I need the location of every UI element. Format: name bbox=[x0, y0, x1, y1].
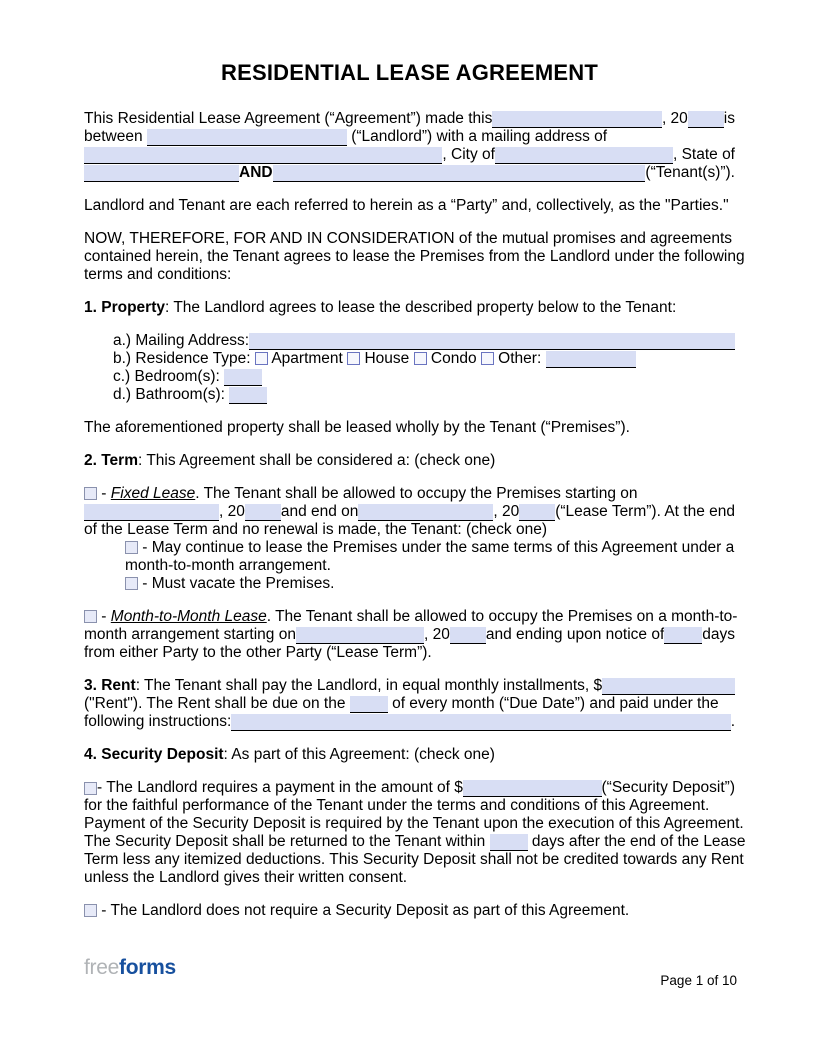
mailing-address-label: a.) Mailing Address: bbox=[113, 332, 250, 349]
text-segment: - The Landlord requires a payment in the amount of $ bbox=[97, 779, 463, 796]
text-segment: terms and conditions: bbox=[84, 266, 232, 283]
text-segment: . The Tenant shall be allowed to occupy the Premises starting on bbox=[195, 485, 638, 502]
house-checkbox[interactable] bbox=[347, 352, 360, 365]
text-segment: ("Rent"). The Rent shall be due on the bbox=[84, 695, 350, 712]
property-mailing-address-field[interactable] bbox=[249, 333, 735, 351]
text-segment: - bbox=[97, 485, 111, 502]
condo-option-label: Condo bbox=[426, 350, 481, 367]
section-term-heading bbox=[84, 452, 735, 470]
text-segment: and ending upon notice of bbox=[485, 626, 665, 643]
bathrooms-label: d.) Bathroom(s): bbox=[113, 386, 230, 403]
text-segment: - The Landlord does not require a Security Deposit as part of this Agreement. bbox=[97, 902, 630, 919]
rent-paragraph bbox=[84, 677, 735, 731]
page-footer bbox=[84, 956, 737, 990]
text-segment: of the Lease Term and no renewal is made, the Tenant: (check one) bbox=[84, 521, 547, 538]
text-segment: Landlord and Tenant are each referred to herein as a “Party” and, collectively, as the "Parties." bbox=[84, 197, 729, 214]
deposit-required-paragraph bbox=[84, 779, 746, 887]
condo-checkbox[interactable] bbox=[414, 352, 427, 365]
rent-amount-field[interactable] bbox=[602, 678, 735, 696]
bathrooms-field[interactable] bbox=[229, 387, 267, 405]
text-segment: month-to-month arrangement. bbox=[125, 557, 331, 574]
text-segment: of every month (“Due Date”) and paid under the bbox=[387, 695, 719, 712]
text-segment: for the faithful performance of the Tenant under the terms and conditions of this Agreement. bbox=[84, 797, 710, 814]
fixed-lease-checkbox[interactable] bbox=[84, 487, 97, 500]
landlord-name-field[interactable] bbox=[147, 129, 347, 147]
must-vacate-checkbox[interactable] bbox=[125, 577, 138, 590]
text-segment: AND bbox=[239, 164, 273, 181]
text-segment: : This Agreement shall be considered a: (check one) bbox=[138, 452, 496, 469]
intro-line-2 bbox=[84, 128, 735, 146]
text-segment: (“Lease Term”). At the end bbox=[555, 503, 736, 520]
text-segment: unless the Landlord gives their written consent. bbox=[84, 869, 408, 886]
text-segment: and end on bbox=[280, 503, 359, 520]
text-segment: following instructions: bbox=[84, 713, 232, 730]
text-segment: , City of bbox=[442, 146, 495, 163]
rent-line-2 bbox=[84, 695, 735, 713]
other-option-label: Other: bbox=[493, 350, 546, 367]
may-continue-checkbox[interactable] bbox=[125, 541, 138, 554]
deposit-required-checkbox[interactable] bbox=[84, 782, 97, 795]
text-segment: between bbox=[84, 128, 147, 145]
text-segment: from either Party to the other Party (“Lease Term”). bbox=[84, 644, 432, 661]
section-deposit-heading bbox=[84, 746, 735, 764]
payment-instructions-field[interactable] bbox=[231, 714, 730, 732]
text-segment: - May continue to lease the Premises under the same terms of this Agreement under a bbox=[138, 539, 735, 556]
text-segment: (“Tenant(s)”). bbox=[645, 164, 735, 181]
option-vacate bbox=[125, 575, 735, 593]
month-start-year-field[interactable] bbox=[450, 627, 486, 645]
state-field[interactable] bbox=[84, 165, 239, 183]
fixed-lease-line-1 bbox=[84, 485, 735, 503]
intro-line-1 bbox=[84, 110, 735, 128]
text-segment: : The Tenant shall pay the Landlord, in equal monthly installments, $ bbox=[135, 677, 603, 694]
deposit-line-6 bbox=[84, 869, 735, 887]
city-field[interactable] bbox=[495, 147, 673, 165]
text-segment: (“Security Deposit”) bbox=[601, 779, 735, 796]
tenant-names-field[interactable] bbox=[273, 165, 646, 183]
text-segment: month arrangement starting on bbox=[84, 626, 296, 643]
text-segment: Term less any itemized deductions. This Security Deposit shall not be credited towards any Rent bbox=[84, 851, 744, 868]
consideration-paragraph bbox=[84, 230, 745, 284]
text-segment: days bbox=[702, 626, 735, 643]
residence-type-label: b.) Residence Type: bbox=[113, 350, 255, 367]
property-item-b bbox=[113, 350, 735, 368]
month-line-1 bbox=[84, 608, 738, 626]
text-segment: NOW, THEREFORE, FOR AND IN CONSIDERATION of the mutual promises and agreements bbox=[84, 230, 733, 247]
rent-line-3 bbox=[84, 713, 735, 731]
text-segment: , State of bbox=[672, 146, 735, 163]
freeforms-logo bbox=[84, 956, 176, 980]
deposit-line-4 bbox=[84, 833, 746, 851]
page-number: Page 1 of 10 bbox=[660, 973, 737, 988]
section-number-property: 1. Property bbox=[84, 299, 165, 316]
text-segment: days after the end of the Lease bbox=[527, 833, 746, 850]
no-deposit-checkbox[interactable] bbox=[84, 904, 97, 917]
logo-text-free: free bbox=[84, 956, 119, 979]
landlord-address-field[interactable] bbox=[84, 147, 442, 165]
intro-line-3 bbox=[84, 146, 735, 164]
no-deposit-paragraph bbox=[84, 902, 735, 920]
section-property-heading bbox=[84, 299, 735, 317]
text-segment: : As part of this Agreement: (check one) bbox=[223, 746, 495, 763]
deposit-line-1 bbox=[84, 779, 735, 797]
fixed-lease-paragraph bbox=[84, 485, 735, 593]
agreement-day-field[interactable] bbox=[492, 111, 662, 129]
house-option-label: House bbox=[360, 350, 414, 367]
fixed-lease-line-3 bbox=[84, 521, 735, 539]
apartment-checkbox[interactable] bbox=[255, 352, 268, 365]
notice-days-field[interactable] bbox=[664, 627, 702, 645]
text-segment: The Security Deposit shall be returned to the Tenant within bbox=[84, 833, 490, 850]
text-segment: , 20 bbox=[661, 110, 688, 127]
section-number-term: 2. Term bbox=[84, 452, 138, 469]
bedrooms-field[interactable] bbox=[224, 369, 262, 387]
other-checkbox[interactable] bbox=[481, 352, 494, 365]
text-segment: - bbox=[97, 608, 111, 625]
deposit-line-3 bbox=[84, 815, 744, 833]
text-segment: is bbox=[723, 110, 735, 127]
text-segment: . bbox=[730, 713, 735, 730]
text-segment: contained herein, the Tenant agrees to lease the Premises from the Landlord under the following bbox=[84, 248, 745, 265]
logo-text-forms: forms bbox=[119, 956, 176, 979]
apartment-option-label: Apartment bbox=[267, 350, 348, 367]
intro-paragraph bbox=[84, 110, 735, 182]
month-to-month-paragraph bbox=[84, 608, 738, 662]
parties-paragraph bbox=[84, 197, 735, 215]
residence-type-other-field[interactable] bbox=[546, 351, 636, 369]
deposit-line-5 bbox=[84, 851, 744, 869]
month-to-month-label: Month-to-Month Lease bbox=[110, 608, 267, 625]
rent-line-1 bbox=[84, 677, 735, 695]
property-item-a bbox=[113, 332, 735, 350]
fixed-lease-label: Fixed Lease bbox=[110, 485, 196, 502]
text-segment: - Must vacate the Premises. bbox=[138, 575, 335, 592]
fixed-end-date-field[interactable] bbox=[358, 504, 493, 522]
month-start-date-field[interactable] bbox=[296, 627, 424, 645]
property-item-c bbox=[113, 368, 735, 386]
month-to-month-checkbox[interactable] bbox=[84, 610, 97, 623]
intro-line-4 bbox=[84, 164, 735, 182]
text-segment: : The Landlord agrees to lease the described property below to the Tenant: bbox=[164, 299, 677, 316]
fixed-start-date-field[interactable] bbox=[84, 504, 219, 522]
premises-paragraph bbox=[84, 419, 735, 437]
section-number-rent: 3. Rent bbox=[84, 677, 136, 694]
text-segment: This Residential Lease Agreement (“Agreement”) made this bbox=[84, 110, 493, 127]
bedrooms-label: c.) Bedroom(s): bbox=[113, 368, 225, 385]
fixed-start-year-field[interactable] bbox=[245, 504, 281, 522]
fixed-end-year-field[interactable] bbox=[519, 504, 555, 522]
deposit-return-days-field[interactable] bbox=[490, 834, 528, 852]
month-line-2 bbox=[84, 626, 735, 644]
fixed-lease-line-2 bbox=[84, 503, 735, 521]
document-content bbox=[84, 0, 746, 920]
deposit-line-2 bbox=[84, 797, 735, 815]
text-segment: , 20 bbox=[218, 503, 245, 520]
text-segment: The aforementioned property shall be leased wholly by the Tenant (“Premises”). bbox=[84, 419, 630, 436]
text-segment: , 20 bbox=[493, 503, 520, 520]
rent-due-day-field[interactable] bbox=[350, 696, 388, 714]
document-title: RESIDENTIAL LEASE AGREEMENT bbox=[221, 60, 598, 85]
text-segment: (“Landlord”) with a mailing address of bbox=[346, 128, 608, 145]
agreement-year-field[interactable] bbox=[688, 111, 724, 129]
text-segment: , 20 bbox=[423, 626, 450, 643]
option-continue-line-2 bbox=[125, 557, 735, 575]
text-segment: Payment of the Security Deposit is required by the Tenant upon the execution of this Agreement. bbox=[84, 815, 744, 832]
property-items bbox=[84, 332, 735, 404]
option-continue-line-1 bbox=[125, 539, 735, 557]
month-line-3 bbox=[84, 644, 735, 662]
security-deposit-amount-field[interactable] bbox=[463, 780, 602, 798]
property-item-d bbox=[113, 386, 735, 404]
text-segment: . The Tenant shall be allowed to occupy the Premises on a month-to- bbox=[266, 608, 738, 625]
section-number-deposit: 4. Security Deposit bbox=[84, 746, 224, 763]
fixed-lease-options bbox=[84, 539, 735, 593]
